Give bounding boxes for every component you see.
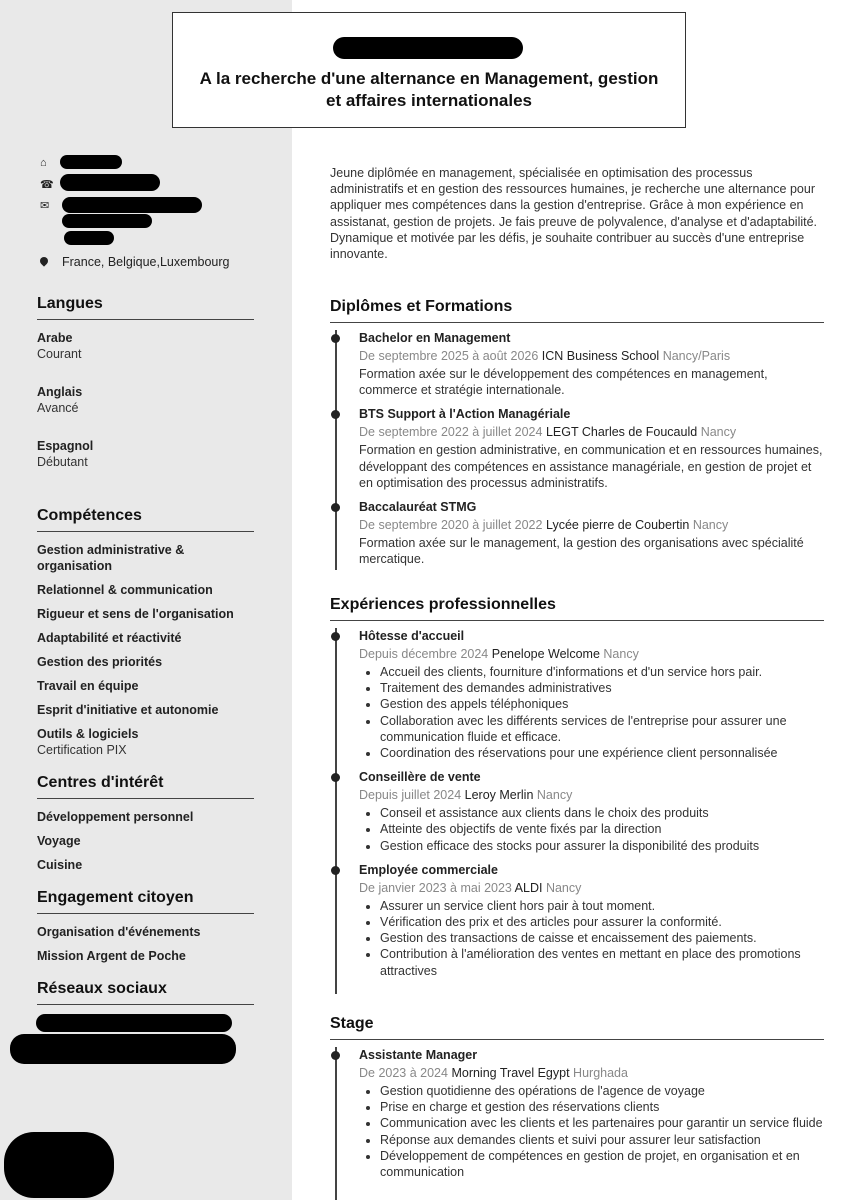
entry-dates: De 2023 à 2024 xyxy=(359,1066,448,1080)
title-line-2: et affaires internationales xyxy=(326,91,532,110)
experience-entry xyxy=(330,862,824,979)
languages-heading: Langues xyxy=(37,295,254,320)
entry-place: Nancy xyxy=(700,425,737,440)
skill-item: Gestion administrative & organisation xyxy=(37,543,185,573)
entry-meta xyxy=(359,879,824,898)
intro-paragraph: Dynamique et motivée par les défis, je souhaite contribuer au succès d'une entreprise innovante. xyxy=(330,230,805,262)
bullet-item: • Réponse aux demandes clients et suivi pour assurer leur satisfaction xyxy=(380,1132,824,1148)
entry-org: ICN Business School xyxy=(541,349,660,363)
entry-meta xyxy=(359,645,824,664)
skill-item-tools xyxy=(37,726,254,758)
timeline-dot xyxy=(331,773,340,782)
internship-entry xyxy=(330,1047,824,1180)
redacted-link xyxy=(62,214,152,228)
entry-title: Baccalauréat STMG xyxy=(359,500,477,515)
experience-entry xyxy=(330,769,824,854)
entry-title: Employée commerciale xyxy=(359,862,498,877)
home-icon: ⌂ xyxy=(40,157,47,169)
bullet-item: • Gestion quotidienne des opérations de l'agence de voyage xyxy=(380,1083,824,1099)
languages-section xyxy=(37,295,254,492)
timeline-dot xyxy=(331,503,340,512)
interests-heading: Centres d'intérêt xyxy=(37,774,254,799)
experience-timeline xyxy=(330,628,824,987)
education-entry xyxy=(330,499,824,567)
language-level: Courant xyxy=(37,347,82,361)
interest-item: Voyage xyxy=(37,834,81,848)
entry-meta xyxy=(359,786,824,805)
redacted-social-2 xyxy=(10,1034,236,1064)
language-name: Arabe xyxy=(37,331,73,345)
bullet-item: • Gestion des appels téléphoniques xyxy=(380,696,824,712)
entry-place: Nancy xyxy=(545,880,582,895)
intro-text xyxy=(330,165,824,262)
engagement-heading: Engagement citoyen xyxy=(37,889,254,914)
entry-org: Lycée pierre de Coubertin xyxy=(545,518,690,533)
header-box xyxy=(172,12,686,128)
entry-meta xyxy=(359,423,824,442)
location-icon xyxy=(38,255,49,266)
entry-title: Conseillère de vente xyxy=(359,770,481,785)
entry-place: Nancy/Paris xyxy=(662,349,731,363)
bullet-item: • Atteinte des objectifs de vente fixés par la direction xyxy=(380,821,824,837)
experience-entry xyxy=(330,628,824,761)
bullet-item: • Traitement des demandes administratives xyxy=(380,680,824,696)
experience-heading: Expériences professionnelles xyxy=(330,596,824,621)
interest-item: Développement personnel xyxy=(37,810,194,824)
entry-description: Formation axée sur le développement des compétences en management, commerce et stratégie internationale. xyxy=(359,367,768,398)
entry-dates: Depuis décembre 2024 xyxy=(359,647,489,661)
bullet-item: • Vérification des prix et des articles pour assurer la conformité. xyxy=(380,914,824,930)
entry-org: Morning Travel Egypt xyxy=(451,1066,570,1080)
skill-item: Travail en équipe xyxy=(37,679,139,693)
bullet-item: • Prise en charge et gestion des réservations clients xyxy=(380,1099,824,1115)
entry-description: Formation axée sur le management, la gestion des organisations avec spécialité mercatique. xyxy=(359,536,804,567)
language-name: Espagnol xyxy=(37,439,94,453)
bullet-item: • Contribution à l'amélioration des ventes en mettant en place des promotions attractives xyxy=(380,946,824,978)
entry-dates: De septembre 2025 à août 2026 xyxy=(359,349,539,363)
timeline-dot xyxy=(331,866,340,875)
entry-bullets xyxy=(359,1083,824,1180)
timeline-dot xyxy=(331,410,340,419)
interests-section xyxy=(37,774,254,881)
entry-title: BTS Support à l'Action Managériale xyxy=(359,407,571,422)
redacted-social-1 xyxy=(36,1014,232,1032)
bullet-item: • Gestion efficace des stocks pour assurer la disponibilité des produits xyxy=(380,838,824,854)
education-entry xyxy=(330,406,824,491)
skill-item: Relationnel & communication xyxy=(37,583,213,597)
entry-meta xyxy=(359,1064,824,1083)
internship-heading: Stage xyxy=(330,1015,824,1040)
location-text: France, Belgique,Luxembourg xyxy=(62,255,230,269)
bullet-item: • Coordination des réservations pour une expérience client personnalisée xyxy=(380,745,824,761)
bullet-item: • Accueil des clients, fourniture d'informations et d'un service hors pair. xyxy=(380,664,824,680)
skill-item: Gestion des priorités xyxy=(37,655,163,669)
entry-bullets xyxy=(359,805,824,854)
language-level: Débutant xyxy=(37,455,88,469)
entry-bullets xyxy=(359,664,824,761)
timeline-dot xyxy=(331,1051,340,1060)
entry-title: Assistante Manager xyxy=(359,1048,478,1062)
redacted-name xyxy=(333,37,523,59)
tools-label: Outils & logiciels xyxy=(37,727,139,741)
mail-icon: ✉ xyxy=(40,200,50,212)
entry-bullets xyxy=(359,898,824,979)
entry-place: Nancy xyxy=(603,647,639,661)
redacted-phone xyxy=(60,174,160,191)
entry-place: Nancy xyxy=(692,518,729,533)
engagement-item: Organisation d'événements xyxy=(37,925,201,939)
bullet-item: • Collaboration avec les différents services de l'entreprise pour assurer une communication fluide et efficace. xyxy=(380,713,824,745)
location-line xyxy=(40,255,229,269)
entry-dates: De janvier 2023 à mai 2023 xyxy=(359,880,512,895)
title-line-1: A la recherche d'une alternance en Management, gestion xyxy=(199,69,659,88)
bullet-item: • Développement de compétences en gestion de projet, en organisation et en communication xyxy=(380,1148,824,1180)
entry-org: LEGT Charles de Foucauld xyxy=(545,425,698,440)
redacted-email xyxy=(62,197,202,213)
entry-dates: De septembre 2020 à juillet 2022 xyxy=(359,518,543,533)
interest-item: Cuisine xyxy=(37,858,83,872)
education-entry xyxy=(330,330,824,398)
phone-icon: ☎ xyxy=(40,179,54,191)
language-item xyxy=(37,330,254,362)
entry-title: Bachelor en Management xyxy=(359,331,511,345)
timeline-dot xyxy=(331,632,340,641)
skill-item: Adaptabilité et réactivité xyxy=(37,631,182,645)
bullet-item: • Communication avec les clients et les partenaires pour garantir un service fluide xyxy=(380,1115,824,1131)
language-name: Anglais xyxy=(37,385,83,399)
language-item xyxy=(37,438,254,470)
redacted-address xyxy=(60,155,122,169)
page-title xyxy=(173,68,685,112)
entry-dates: Depuis juillet 2024 xyxy=(359,788,462,803)
skill-item: Esprit d'initiative et autonomie xyxy=(37,703,219,717)
engagement-section xyxy=(37,889,254,972)
entry-title: Hôtesse d'accueil xyxy=(359,629,465,643)
bullet-item: • Gestion des transactions de caisse et encaissement des paiements. xyxy=(380,930,824,946)
entry-description: Formation en gestion administrative, en communication et en ressources humaines, développant des compétences en assistance managériale, en gestion de projet et en optimisation des processus administratifs. xyxy=(359,443,823,490)
entry-org: Penelope Welcome xyxy=(491,647,600,661)
intro-paragraph: Jeune diplômée en management, spécialisée en optimisation des processus administratifs et en gestion des ressources humaines, je recherche une alternance pour appliquer mes compétences dans la gestion d'entreprise. Grâce à mon expérience en assistanat, gestion de projets. Je fais preuve de polyvalence, d'analyse et d'adaptabilité. xyxy=(330,166,818,229)
social-heading: Réseaux sociaux xyxy=(37,980,254,1005)
entry-dates: De septembre 2022 à juillet 2024 xyxy=(359,425,543,440)
entry-meta xyxy=(359,347,824,366)
entry-org: ALDI xyxy=(514,880,543,895)
engagement-item: Mission Argent de Poche xyxy=(37,949,186,963)
skills-section xyxy=(37,507,254,758)
entry-meta xyxy=(359,516,824,535)
bullet-item: • Assurer un service client hors pair à tout moment. xyxy=(380,898,824,914)
internship-timeline xyxy=(330,1047,824,1188)
social-section xyxy=(37,980,254,1015)
timeline-dot xyxy=(331,334,340,343)
education-heading: Diplômes et Formations xyxy=(330,298,824,323)
entry-place: Hurghada xyxy=(573,1066,628,1080)
tools-certification: Certification PIX xyxy=(37,743,127,757)
redacted-social-3 xyxy=(4,1132,114,1198)
skills-heading: Compétences xyxy=(37,507,254,532)
language-level: Avancé xyxy=(37,401,79,415)
education-timeline xyxy=(330,330,824,575)
entry-place: Nancy xyxy=(536,788,573,803)
redacted-extra xyxy=(64,231,114,245)
skill-item: Rigueur et sens de l'organisation xyxy=(37,607,234,621)
bullet-item: • Conseil et assistance aux clients dans le choix des produits xyxy=(380,805,824,821)
language-item xyxy=(37,384,254,416)
entry-org: Leroy Merlin xyxy=(464,788,534,803)
